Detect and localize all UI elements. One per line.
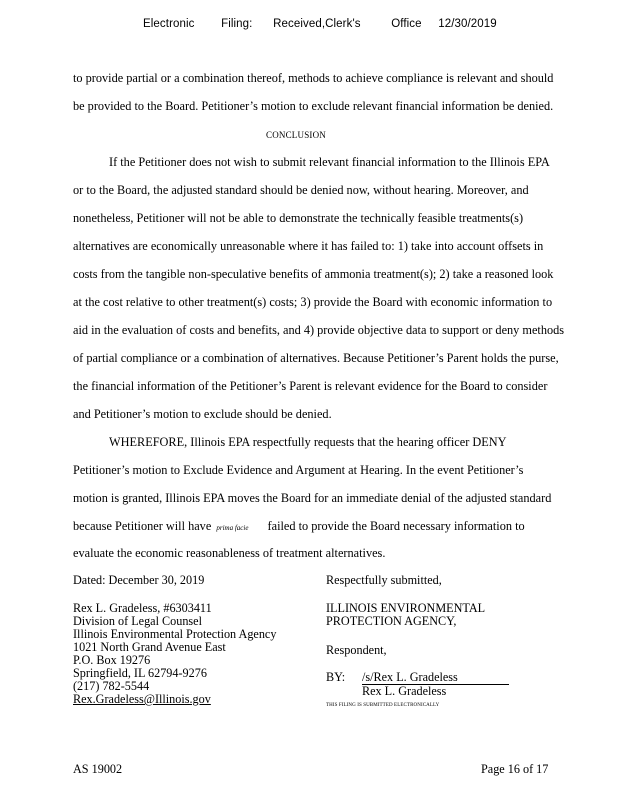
body-line: evaluate the economic reasonableness of treatment alternatives. [73, 546, 386, 560]
counsel-line: P.O. Box 19276 [73, 653, 151, 667]
counsel-line: 1021 North Grand Avenue East [73, 640, 226, 654]
agency-line: PROTECTION AGENCY, [326, 614, 457, 628]
agency-block [326, 602, 485, 628]
header-date: 12/30/2019 [438, 18, 497, 30]
conclusion-heading: CONCLUSION [266, 130, 327, 140]
header-label: Electronic [143, 18, 195, 30]
prima-facie-post: failed to provide the Board necessary information to [267, 519, 525, 533]
counsel-line: (217) 782-5544 [73, 679, 150, 693]
header-received: Received,Clerk's [273, 18, 361, 30]
body-line: of partial compliance or a combination of alternatives. Because Petitioner’s Parent holds the purse, [73, 351, 559, 365]
respondent-label: Respondent, [326, 643, 387, 657]
dated-line: Dated: December 30, 2019 [73, 573, 205, 587]
prima-facie-pre: because Petitioner will have [73, 519, 212, 533]
body-line: or to the Board, the adjusted standard should be denied now, without hearing. Moreover, and [73, 183, 529, 197]
page-number: Page 16 of 17 [481, 762, 549, 776]
counsel-line: Division of Legal Counsel [73, 614, 202, 628]
signer-name: Rex L. Gradeless [362, 684, 447, 698]
body-line: be provided to the Board. Petitioner’s motion to exclude relevant financial information be denied. [73, 99, 554, 113]
signature-text: /s/Rex L. Gradeless [362, 671, 509, 685]
body-line: Petitioner’s motion to Exclude Evidence and Argument at Hearing. In the event Petitioner’s [73, 463, 524, 477]
electronic-filing-note: THIS FILING IS SUBMITTED ELECTRONICALLY [326, 703, 440, 708]
body-line: nonetheless, Petitioner will not be able to demonstrate the technically feasible treatments(s) [73, 211, 524, 225]
body-line: to provide partial or a combination thereof, methods to achieve compliance is relevant and should [73, 71, 554, 85]
body-line: and Petitioner’s motion to exclude should be denied. [73, 407, 332, 421]
body-line: costs from the tangible non-speculative benefits of ammonia treatment(s); 2) take a reasoned look [73, 267, 554, 281]
counsel-block [73, 602, 276, 706]
counsel-line: Springfield, IL 62794-9276 [73, 666, 207, 680]
body-line: the financial information of the Petitioner’s Parent is relevant evidence for the Board to consider [73, 379, 548, 393]
counsel-line: Illinois Environmental Protection Agency [73, 627, 277, 641]
body-line: If the Petitioner does not wish to submit relevant financial information to the Illinois EPA [109, 155, 550, 169]
prima-facie-italic: prima facie [216, 524, 249, 532]
by-label: BY: [326, 670, 346, 684]
header-office: Office [391, 18, 422, 30]
body-line: WHEREFORE, Illinois EPA respectfully requests that the hearing officer DENY [109, 435, 507, 449]
body-line: motion is granted, Illinois EPA moves the Board for an immediate denial of the adjusted standard [73, 491, 552, 505]
respectfully-submitted: Respectfully submitted, [326, 573, 442, 587]
body-line: alternatives are economically unreasonable where it has failed to: 1) take into account offsets in [73, 239, 544, 253]
header-filing: Filing: [221, 18, 253, 30]
body-line: at the cost relative to other treatment(s) costs; 3) provide the Board with economic information to [73, 295, 553, 309]
body-line: aid in the evaluation of costs and benefits, and 4) provide objective data to support or deny methods [73, 323, 565, 337]
counsel-email[interactable]: Rex.Gradeless@Illinois.gov [73, 692, 211, 706]
prima-facie-line [73, 519, 525, 534]
agency-line: ILLINOIS ENVIRONMENTAL [326, 601, 486, 615]
filing-header [143, 18, 497, 30]
signature-line [362, 671, 509, 685]
docket-number: AS 19002 [73, 762, 123, 776]
counsel-line: Rex L. Gradeless, #6303411 [73, 601, 212, 615]
